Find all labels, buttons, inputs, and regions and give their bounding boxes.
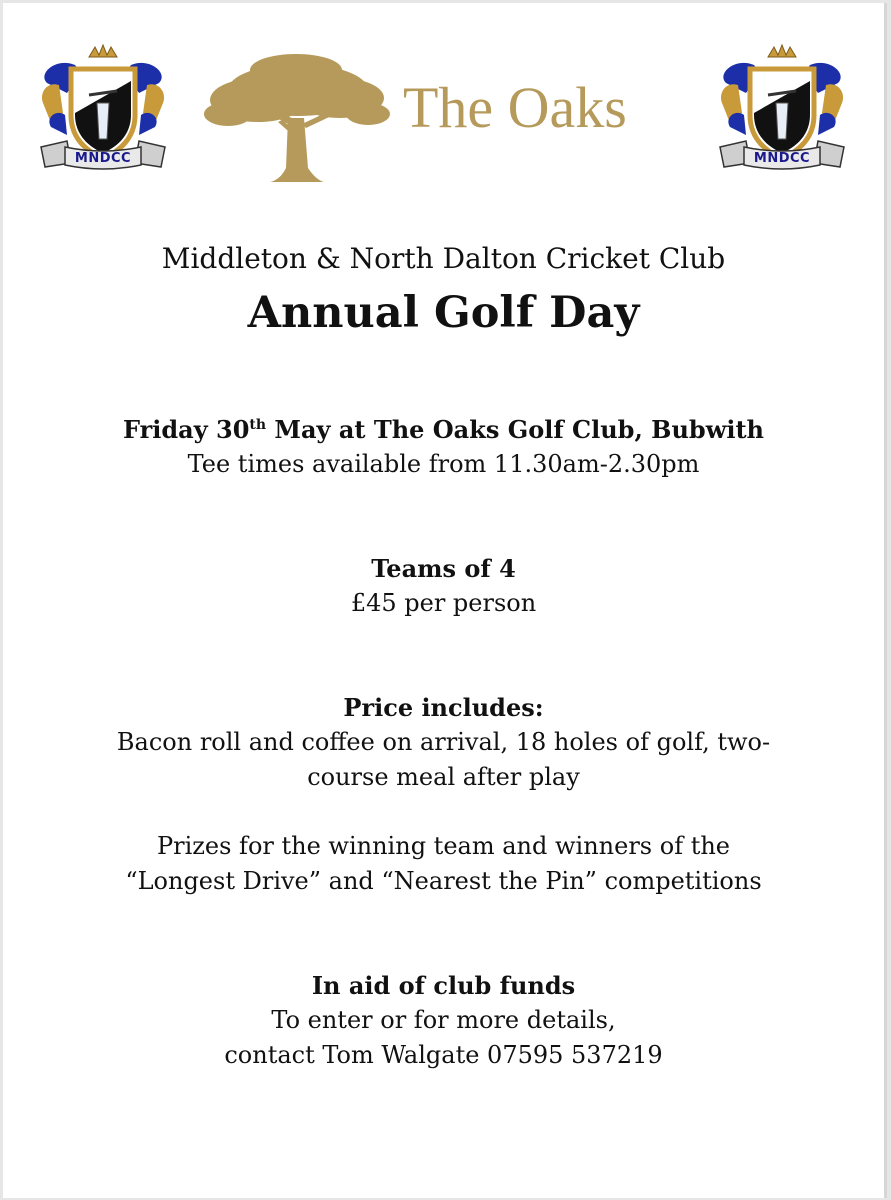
teams-heading: Teams of 4 [371,554,516,583]
prizes-line-2: “Longest Drive” and “Nearest the Pin” competitions [125,867,762,895]
crown-icon [89,45,117,57]
crown-icon [768,45,796,57]
club-name: Middleton & North Dalton Cricket Club [161,242,726,275]
club-crest-right [716,43,848,175]
shield-icon [750,69,814,159]
contact-section [3,968,884,1073]
includes-line-1: Bacon roll and coffee on arrival, 18 holes of golf, two- [116,728,771,756]
price-per-person: £45 per person [350,589,537,617]
contact-heading: In aid of club funds [311,971,576,1000]
contact-line-2: contact Tom Walgate 07595 537219 [224,1041,663,1069]
event-date-location: Friday 30th May at The Oaks Golf Club, Bubwith [122,415,765,444]
the-oaks-wordmark: The Oaks [403,75,627,140]
svg-text:MNDCC: MNDCC [74,151,132,166]
page-title: Annual Golf Day [247,288,640,338]
includes-line-2: course meal after play [307,763,580,791]
svg-text:MNDCC: MNDCC [753,151,811,166]
teams-section [3,551,884,621]
includes-heading: Price includes: [343,693,544,722]
event-details [3,412,884,482]
prizes-section [3,829,884,899]
club-crest-left [37,43,169,175]
contact-line-1: To enter or for more details, [271,1006,616,1034]
the-oaks-logo [198,48,678,188]
tee-times: Tee times available from 11.30am-2.30pm [187,450,700,478]
oak-tree-icon [198,48,398,188]
shield-icon [71,69,135,159]
includes-section [3,690,884,795]
poster-page [3,3,887,1198]
prizes-line-1: Prizes for the winning team and winners of the [156,832,731,860]
